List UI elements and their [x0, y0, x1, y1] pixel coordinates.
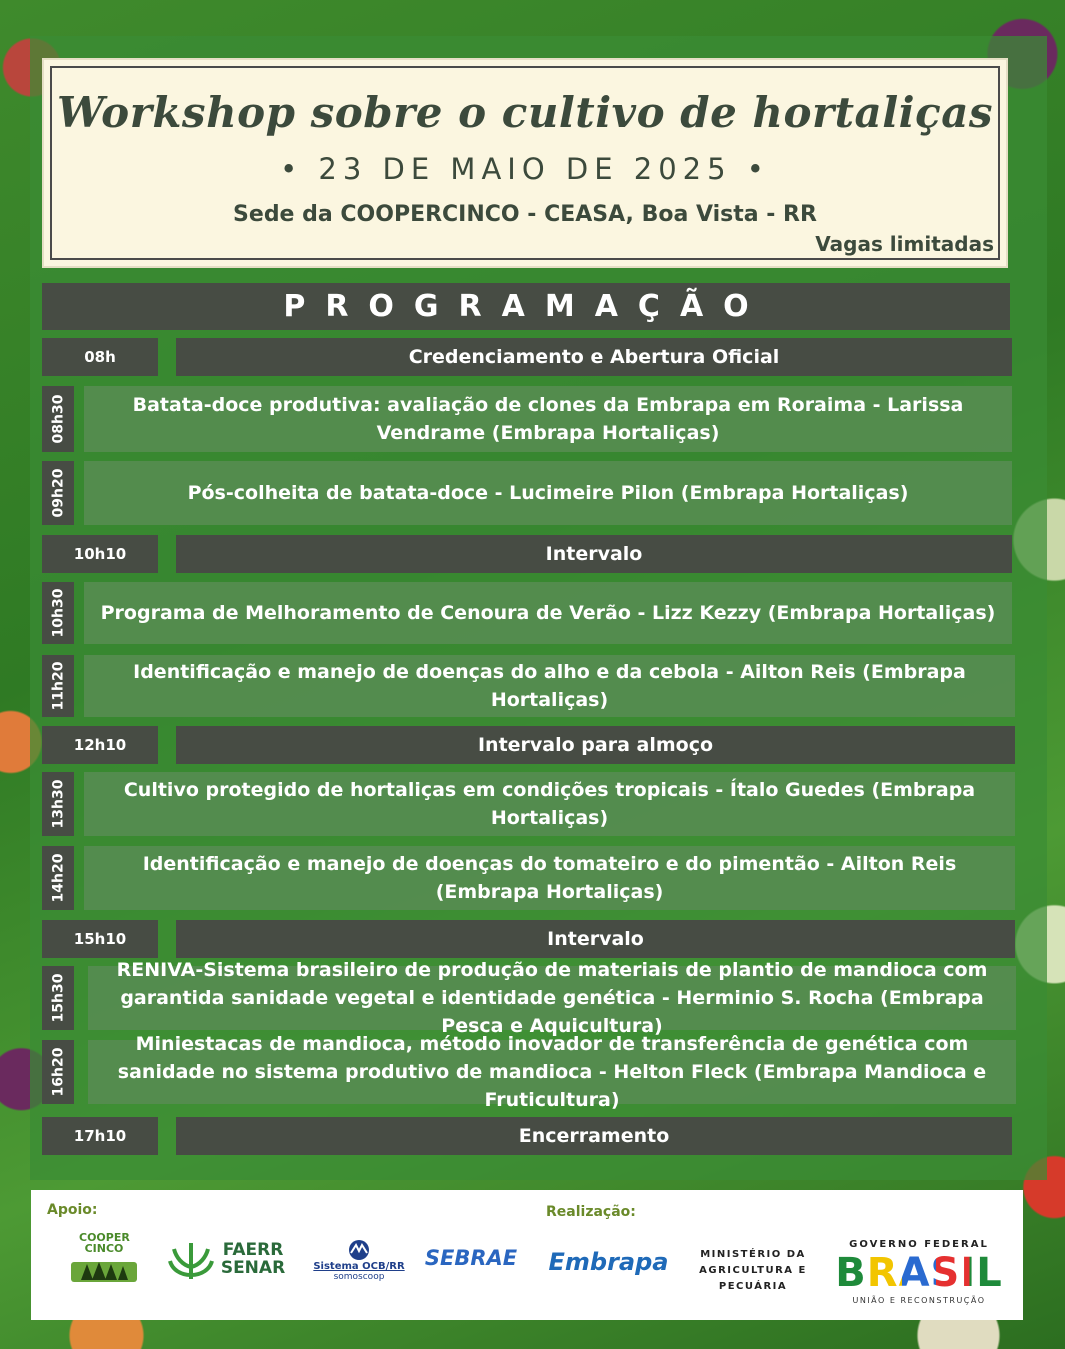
gov-brasil-text: BRASIL	[835, 1250, 1003, 1296]
ocb-logo	[309, 1230, 409, 1290]
plant-icon	[168, 1237, 214, 1281]
ocb-text: Sistema OCB/RR	[313, 1260, 405, 1272]
talk-item: Batata-doce produtiva: avaliação de clones da Embrapa em Roraima - Larissa Vendrame (Embrapa Hortaliças)	[84, 386, 1012, 452]
embrapa-text: Embrapa	[548, 1248, 669, 1276]
talk-item: Programa de Melhoramento de Cenoura de Verão - Lizz Kezzy (Embrapa Hortaliças)	[84, 582, 1012, 644]
program-heading: PROGRAMAÇÃO	[42, 283, 1010, 330]
time-label: 08h	[42, 338, 158, 376]
time-label-vertical: 13h30	[42, 772, 74, 836]
talk-item: Identificação e manejo de doenças do tomateiro e do pimentão - Ailton Reis (Embrapa Hortaliças)	[84, 846, 1015, 910]
support-label: Apoio:	[47, 1202, 98, 1218]
header-card	[42, 58, 1008, 268]
time-label-vertical: 14h20	[42, 846, 74, 910]
time-label: 12h10	[42, 726, 158, 764]
time-label: 15h10	[42, 920, 158, 958]
schedule-bar: Credenciamento e Abertura Oficial	[176, 338, 1012, 376]
time-label: 10h10	[42, 535, 158, 573]
event-date: • 23 DE MAIO DE 2025 •	[280, 152, 770, 186]
talk-item: Cultivo protegido de hortaliças em condições tropicais - Ítalo Guedes (Embrapa Hortaliças)	[84, 772, 1015, 836]
schedule-bar: Encerramento	[176, 1117, 1012, 1155]
realization-label: Realização:	[546, 1204, 636, 1220]
sponsors-panel	[31, 1190, 1023, 1320]
time-label: 17h10	[42, 1117, 158, 1155]
coopercinco-logo	[67, 1228, 141, 1288]
time-label-vertical: 08h30	[42, 386, 74, 452]
gov-bottom-text: UNIÃO E RECONSTRUÇÃO	[852, 1296, 986, 1305]
faerr-senar-logo	[167, 1234, 287, 1284]
ministry-text: MINISTÉRIO DA AGRICULTURA E PECUÁRIA	[699, 1249, 807, 1292]
ministry-logo	[691, 1246, 815, 1296]
time-label-vertical: 11h20	[42, 655, 74, 717]
embrapa-logo	[546, 1240, 671, 1284]
gov-top-text: GOVERNO FEDERAL	[849, 1239, 989, 1250]
talk-item: Pós-colheita de batata-doce - Lucimeire Pilon (Embrapa Hortaliças)	[84, 461, 1012, 525]
governo-federal-logo	[831, 1230, 1007, 1314]
talk-item: Identificação e manejo de doenças do alho e da cebola - Ailton Reis (Embrapa Hortaliças)	[84, 655, 1015, 717]
time-label-vertical: 09h20	[42, 461, 74, 525]
event-venue: Sede da COOPERCINCO - CEASA, Boa Vista - RR	[233, 202, 817, 227]
schedule-bar: Intervalo para almoço	[176, 726, 1015, 764]
coopercinco-text: COOPER CINCO	[79, 1231, 130, 1255]
sebrae-text: SEBRAE	[424, 1246, 518, 1270]
time-label-vertical: 16h20	[42, 1040, 74, 1104]
schedule-bar: Intervalo	[176, 535, 1012, 573]
talk-item: RENIVA-Sistema brasileiro de produção de materiais de plantio de mandioca com garantida sanidade vegetal e identidade genética - Herminio S. Rocha (Embrapa Pesca e Aquicultura)	[88, 966, 1016, 1030]
trees-icon	[69, 1254, 139, 1284]
faerr-text: FAERR SENAR	[220, 1240, 286, 1278]
header-border	[50, 66, 1000, 260]
ocb-sub-text: somoscoop	[333, 1271, 385, 1282]
time-label-vertical: 15h30	[42, 966, 74, 1030]
sebrae-logo	[423, 1234, 519, 1282]
ocb-emblem-icon	[344, 1239, 374, 1261]
talk-item: Miniestacas de mandioca, método inovador de transferência de genética com sanidade no sistema produtivo de mandioca - Helton Fleck (Embrapa Mandioca e Fruticultura)	[88, 1040, 1016, 1104]
event-title: Workshop sobre o cultivo de hortaliças	[56, 88, 994, 137]
time-label-vertical: 10h30	[42, 582, 74, 644]
schedule-bar: Intervalo	[176, 920, 1015, 958]
limited-seats-note: Vagas limitadas	[815, 232, 994, 256]
